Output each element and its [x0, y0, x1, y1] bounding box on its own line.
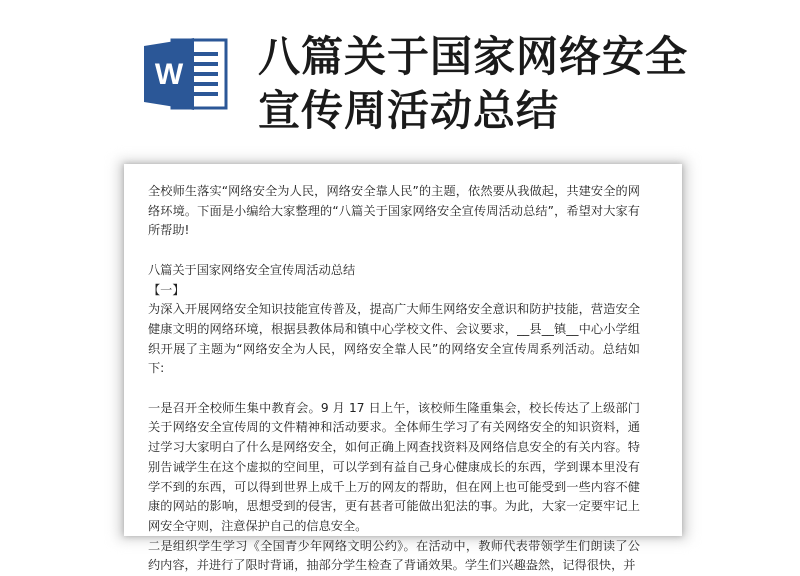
paragraph-gap [148, 379, 640, 399]
paragraph-gap [148, 241, 640, 261]
paragraph-1: 为深入开展网络安全知识技能宣传普及，提高广大师生网络安全意识和防护技能，营造安全健康文明的网络环境，根据县教体局和镇中心学校文件、会议要求，__县__镇__中心小学组织开展了主题为“网络安全为人民，网络安全靠人民”的网络安全宣传周系列活动。总结如下: [148, 302, 640, 376]
header-banner [0, 0, 800, 150]
section-label: 【一】 [148, 282, 185, 297]
intro-paragraph: 全校师生落实“网络安全为人民，网络安全靠人民”的主题，依然要从我做起，共建安全的网络环境。下面是小编给大家整理的“八篇关于国家网络安全宣传周活动总结”，希望对大家有所帮助! [148, 184, 640, 238]
document-subtitle: 八篇关于国家网络安全宣传周活动总结 [148, 262, 356, 277]
word-document-icon [142, 36, 230, 112]
paragraph-2: 一是召开全校师生集中教育会。9 月 17 日上午，该校师生隆重集会，校长传达了上级部门关于网络安全宣传周的文件精神和活动要求。全体师生学习了有关网络安全的知识资料，通过学习大家明白了什么是网络安全，如何正确上网查找资料及网络信息安全的有关内容。特别告诫学生在这个虚拟的空间里，可以学到有益自己身心健康成长的东西，学到课本里没有学不到的东西，可以得到世界上成千上万的网友的帮助，但在网上也可能受到一些内容不健康的网站的影响，思想受到的侵害，更有甚者可能做出犯法的事。为此，大家一定要牢记上网安全守则，注意保护自己的信息安全。 [148, 400, 640, 533]
document-body [148, 182, 640, 576]
document-title: 八篇关于国家网络安全宣传周活动总结 [258, 32, 689, 135]
paragraph-3: 二是组织学生学习《全国青少年网络文明公约》。在活动中，教师代表带领学生们朗读了公约内容，并进行了限时背诵，抽部分学生检查了背诵效果。学生们兴趣盎然，记得很快，并 [148, 538, 640, 573]
logo-letter: W [154, 58, 184, 91]
